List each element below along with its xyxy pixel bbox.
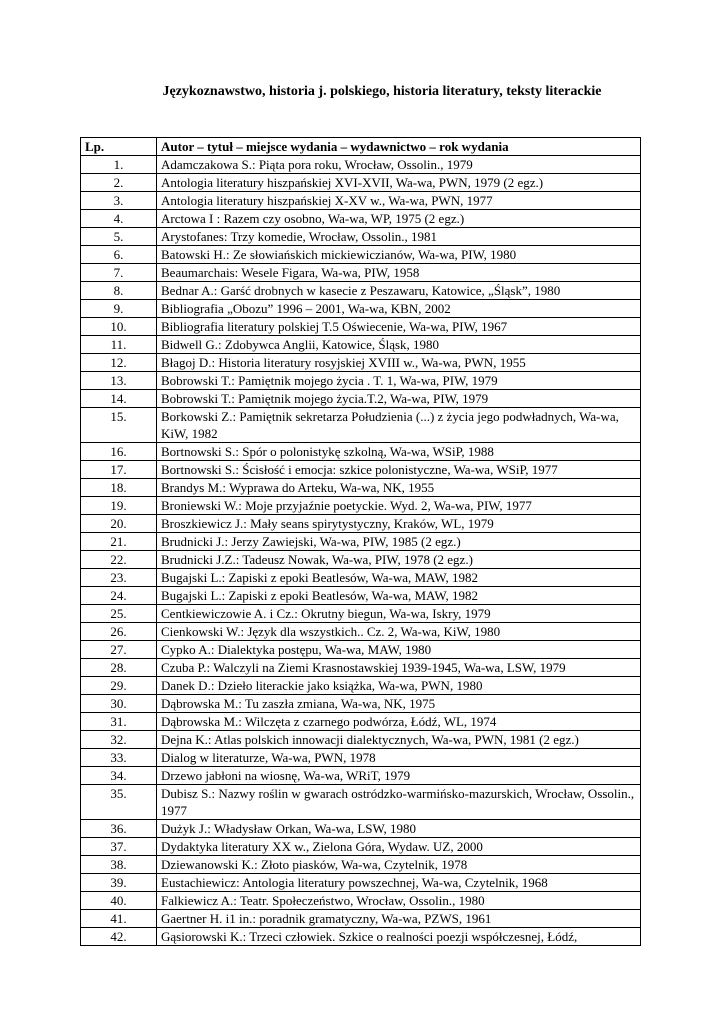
row-entry: Cypko A.: Dialektyka postępu, Wa-wa, MAW, 1980 [157,641,641,659]
row-number: 30. [81,695,157,713]
table-row [81,605,641,623]
table-row [81,192,641,210]
row-number: 42. [81,928,157,946]
row-entry: Bugajski L.: Zapiski z epoki Beatlesów, Wa-wa, MAW, 1982 [157,569,641,587]
row-entry: Czuba P.: Walczyli na Ziemi Krasnostawskiej 1939-1945, Wa-wa, LSW, 1979 [157,659,641,677]
table-row [81,408,641,443]
row-entry: Antologia literatury hiszpańskiej XVI-XVII, Wa-wa, PWN, 1979 (2 egz.) [157,174,641,192]
row-entry: Błagoj D.: Historia literatury rosyjskiej XVIII w., Wa-wa, PWN, 1955 [157,354,641,372]
table-row [81,677,641,695]
table-row [81,372,641,390]
row-number: 15. [81,408,157,443]
table-row [81,264,641,282]
row-number: 22. [81,551,157,569]
row-entry: Drzewo jabłoni na wiosnę, Wa-wa, WRiT, 1979 [157,767,641,785]
row-number: 20. [81,515,157,533]
row-entry: Gaertner H. i1 in.: poradnik gramatyczny, Wa-wa, PZWS, 1961 [157,910,641,928]
row-number: 12. [81,354,157,372]
table-row [81,443,641,461]
table-row [81,856,641,874]
row-entry: Bibliografia „Obozu” 1996 – 2001, Wa-wa, KBN, 2002 [157,300,641,318]
row-entry: Arystofanes: Trzy komedie, Wrocław, Ossolin., 1981 [157,228,641,246]
table-row [81,749,641,767]
row-number: 3. [81,192,157,210]
table-row [81,767,641,785]
row-number: 5. [81,228,157,246]
table-row [81,569,641,587]
table-row [81,838,641,856]
row-entry: Bortnowski S.: Ścisłość i emocja: szkice polonistyczne, Wa-wa, WSiP, 1977 [157,461,641,479]
table-row [81,928,641,946]
row-entry: Dąbrowska M.: Wilczęta z czarnego podwórza, Łódź, WL, 1974 [157,713,641,731]
table-header-row [81,138,641,156]
row-entry: Dużyk J.: Władysław Orkan, Wa-wa, LSW, 1980 [157,820,641,838]
row-entry: Dydaktyka literatury XX w., Zielona Góra, Wydaw. UZ, 2000 [157,838,641,856]
table-row [81,497,641,515]
row-entry: Dąbrowska M.: Tu zaszła zmiana, Wa-wa, NK, 1975 [157,695,641,713]
table-row [81,318,641,336]
table-row [81,479,641,497]
row-entry: Dubisz S.: Nazwy roślin w gwarach ostródzko-warmińsko-mazurskich, Wrocław, Ossolin., 1977 [157,785,641,820]
row-number: 9. [81,300,157,318]
row-entry: Broszkiewicz J.: Mały seans spirytystyczny, Kraków, WL, 1979 [157,515,641,533]
row-entry: Bobrowski T.: Pamiętnik mojego życia.T.2, Wa-wa, PIW, 1979 [157,390,641,408]
row-entry: Bidwell G.: Zdobywca Anglii, Katowice, Śląsk, 1980 [157,336,641,354]
row-number: 29. [81,677,157,695]
row-entry: Bibliografia literatury polskiej T.5 Oświecenie, Wa-wa, PIW, 1967 [157,318,641,336]
row-entry: Dejna K.: Atlas polskich innowacji dialektycznych, Wa-wa, PWN, 1981 (2 egz.) [157,731,641,749]
row-entry: Danek D.: Dzieło literackie jako książka, Wa-wa, PWN, 1980 [157,677,641,695]
table-row [81,300,641,318]
table-row [81,515,641,533]
row-number: 23. [81,569,157,587]
table-row [81,336,641,354]
row-entry: Broniewski W.: Moje przyjaźnie poetyckie. Wyd. 2, Wa-wa, PIW, 1977 [157,497,641,515]
page-title: Językoznawstwo, historia j. polskiego, historia literatury, teksty literackie [162,84,602,99]
table-row [81,210,641,228]
row-entry: Centkiewiczowie A. i Cz.: Okrutny biegun, Wa-wa, Iskry, 1979 [157,605,641,623]
row-number: 25. [81,605,157,623]
table-row [81,551,641,569]
row-number: 39. [81,874,157,892]
row-entry: Brudnicki J.: Jerzy Zawiejski, Wa-wa, PIW, 1985 (2 egz.) [157,533,641,551]
row-number: 19. [81,497,157,515]
row-entry: Brudnicki J.Z.: Tadeusz Nowak, Wa-wa, PIW, 1978 (2 egz.) [157,551,641,569]
table-row [81,282,641,300]
row-number: 34. [81,767,157,785]
table-row [81,533,641,551]
table-row [81,820,641,838]
row-entry: Adamczakowa S.: Piąta pora roku, Wrocław, Ossolin., 1979 [157,156,641,174]
table-row [81,390,641,408]
table-row [81,874,641,892]
row-entry: Bortnowski S.: Spór o polonistykę szkolną, Wa-wa, WSiP, 1988 [157,443,641,461]
row-entry: Brandys M.: Wyprawa do Arteku, Wa-wa, NK, 1955 [157,479,641,497]
table-row [81,174,641,192]
table-row [81,354,641,372]
table-row [81,731,641,749]
row-entry: Beaumarchais: Wesele Figara, Wa-wa, PIW, 1958 [157,264,641,282]
row-number: 27. [81,641,157,659]
row-number: 41. [81,910,157,928]
table-row [81,659,641,677]
header-lp: Lp. [81,138,157,156]
table-row [81,623,641,641]
table-row [81,246,641,264]
row-number: 6. [81,246,157,264]
row-number: 24. [81,587,157,605]
table-row [81,785,641,820]
row-number: 1. [81,156,157,174]
row-number: 28. [81,659,157,677]
table-row [81,641,641,659]
row-entry: Bobrowski T.: Pamiętnik mojego życia . T. 1, Wa-wa, PIW, 1979 [157,372,641,390]
row-number: 16. [81,443,157,461]
table-row [81,713,641,731]
row-number: 18. [81,479,157,497]
table-row [81,156,641,174]
table-row [81,892,641,910]
row-number: 8. [81,282,157,300]
row-number: 10. [81,318,157,336]
row-number: 4. [81,210,157,228]
table-row [81,695,641,713]
row-entry: Borkowski Z.: Pamiętnik sekretarza Połudzienia (...) z życia jego podwładnych, Wa-wa, KiW, 1982 [157,408,641,443]
row-number: 7. [81,264,157,282]
row-entry: Gąsiorowski K.: Trzeci człowiek. Szkice o realności poezji współczesnej, Łódź, [157,928,641,946]
row-entry: Batowski H.: Ze słowiańskich mickiewiczianów, Wa-wa, PIW, 1980 [157,246,641,264]
row-entry: Bednar A.: Garść drobnych w kasecie z Peszawaru, Katowice, „Śląsk”, 1980 [157,282,641,300]
row-entry: Dialog w literaturze, Wa-wa, PWN, 1978 [157,749,641,767]
table-row [81,587,641,605]
row-number: 2. [81,174,157,192]
row-number: 35. [81,785,157,820]
table-body [81,156,641,946]
row-number: 14. [81,390,157,408]
row-entry: Cienkowski W.: Język dla wszystkich.. Cz. 2, Wa-wa, KiW, 1980 [157,623,641,641]
row-number: 31. [81,713,157,731]
table-row [81,228,641,246]
row-number: 36. [81,820,157,838]
row-number: 33. [81,749,157,767]
row-entry: Dziewanowski K.: Złoto piasków, Wa-wa, Czytelnik, 1978 [157,856,641,874]
table-row [81,910,641,928]
row-number: 17. [81,461,157,479]
row-number: 11. [81,336,157,354]
row-entry: Falkiewicz A.: Teatr. Społeczeństwo, Wrocław, Ossolin., 1980 [157,892,641,910]
table-row [81,461,641,479]
row-entry: Bugajski L.: Zapiski z epoki Beatlesów, Wa-wa, MAW, 1982 [157,587,641,605]
row-entry: Arctowa I : Razem czy osobno, Wa-wa, WP, 1975 (2 egz.) [157,210,641,228]
row-entry: Antologia literatury hiszpańskiej X-XV w., Wa-wa, PWN, 1977 [157,192,641,210]
row-entry: Eustachiewicz: Antologia literatury powszechnej, Wa-wa, Czytelnik, 1968 [157,874,641,892]
bibliography-table [80,137,641,946]
row-number: 40. [81,892,157,910]
header-entry: Autor – tytuł – miejsce wydania – wydawnictwo – rok wydania [157,138,641,156]
row-number: 13. [81,372,157,390]
row-number: 38. [81,856,157,874]
row-number: 21. [81,533,157,551]
row-number: 37. [81,838,157,856]
row-number: 26. [81,623,157,641]
row-number: 32. [81,731,157,749]
